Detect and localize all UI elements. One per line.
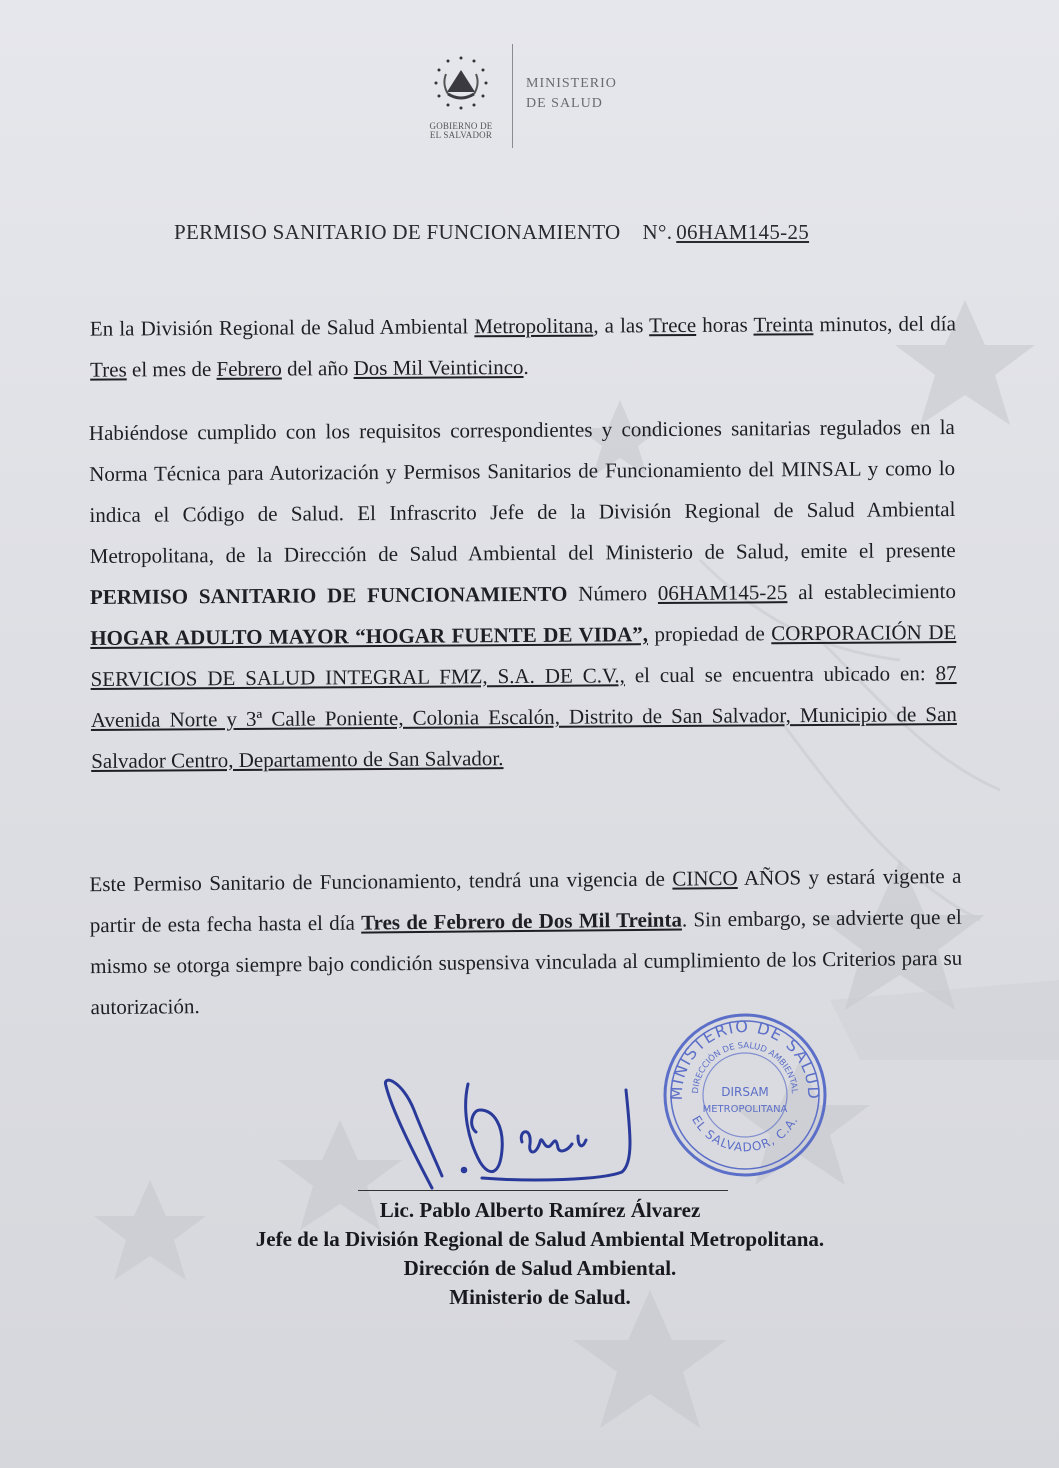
paragraph-permit-details: Habiéndose cumplido con los requisitos correspondientes y condiciones sanitarias regulados en la Norma Técnica para Autorización y Permisos Sanitarios de Funcionamiento del MINSAL y como lo indica el Código de Salud. El Infrascrito Jefe de la División Regional de Salud Ambiental Metropolitana, de la Dirección de Salud Ambiental del Ministerio de Salud, emite el presente PERMISO SANITARIO DE FUNCIONAMIENTO Número 06HAM145-25 al establecimiento HOGAR ADULTO MAYOR “HOGAR FUENTE DE VIDA”, propiedad de CORPORACIÓN DE SERVICIOS DE SALUD INTEGRAL FMZ, S.A. DE C.V., el cual se encuentra ubicado en: 87 Avenida Norte y 3ª Calle Poniente, Colonia Escalón, Distrito de San Salvador, Municipio de San Salvador Centro, Departamento de San Salvador. <box>88 414 957 774</box>
official-seal <box>660 1010 830 1180</box>
owner-name: CORPORACIÓN DE SERVICIOS DE SALUD INTEGRAL FMZ, S.A. DE C.V., <box>90 619 957 692</box>
day-value: Tres <box>90 357 127 382</box>
government-label: GOBIERNO DE EL SALVADOR <box>429 121 493 140</box>
number-label: N°. <box>642 220 673 244</box>
el-salvador-coat-of-arms-icon <box>420 52 502 122</box>
validity-years: CINCO <box>672 865 738 891</box>
establishment-address: 87 Avenida Norte y 3ª Calle Poniente, Colonia Escalón, Distrito de San Salvador, Municipio de San Salvador Centro, Departamento de San Salvador. <box>90 660 957 774</box>
paragraph-validity: Este Permiso Sanitario de Funcionamiento, tendrá una vigencia de CINCO AÑOS y estará vigente a partir de esta fecha hasta el día Tres de Febrero de Dos Mil Treinta. Sin embargo, se advierte que el mismo se otorga siempre bajo condición suspensiva vinculada al cumplimiento de los Criterios para su autorización. <box>89 863 963 1020</box>
month-value: Febrero <box>216 356 282 381</box>
svg-text:DIRECCIÓN DE SALUD AMBIENTAL: DIRECCIÓN DE SALUD AMBIENTAL <box>690 1040 800 1094</box>
svg-text:DIRSAM: DIRSAM <box>721 1085 769 1099</box>
title-text: PERMISO SANITARIO DE FUNCIONAMIENTO <box>174 220 621 244</box>
hour-value: Trece <box>649 312 697 338</box>
establishment-name: HOGAR ADULTO MAYOR “HOGAR FUENTE DE VIDA”, <box>90 622 649 651</box>
ministry-name: MINISTERIO DE SALUD <box>526 76 617 111</box>
svg-text:METROPOLITANA: METROPOLITANA <box>702 1104 788 1115</box>
signer-ministry: Ministerio de Salud. <box>449 1285 631 1309</box>
paragraph-location-date: En la División Regional de Salud Ambiental Metropolitana, a las Trece horas Treinta minutos, del día Tres el mes de Febrero del año Dos Mil Veinticinco. <box>89 311 956 382</box>
handwritten-signature <box>372 1070 662 1200</box>
permit-number: 06HAM145-25 <box>676 220 810 244</box>
expiry-date: Tres de Febrero de Dos Mil Treinta <box>361 907 683 935</box>
year-value: Dos Mil Veinticinco <box>353 354 524 381</box>
header-divider <box>512 44 513 148</box>
svg-text:MINISTERIO DE SALUD: MINISTERIO DE SALUD <box>666 1016 824 1101</box>
signer-name: Lic. Pablo Alberto Ramírez Álvarez <box>379 1198 701 1222</box>
document-title <box>174 220 809 245</box>
region-name: Metropolitana <box>474 313 594 339</box>
svg-text:EL SALVADOR, C.A.: EL SALVADOR, C.A. <box>689 1113 801 1155</box>
signer-block <box>150 1196 930 1312</box>
signer-directorate: Dirección de Salud Ambiental. <box>403 1256 677 1280</box>
permit-type: PERMISO SANITARIO DE FUNCIONAMIENTO <box>89 581 568 610</box>
signature-line <box>358 1190 728 1191</box>
ministry-header-logo <box>420 44 660 154</box>
minutes-value: Treinta <box>753 312 814 337</box>
signer-position: Jefe de la División Regional de Salud Ambiental Metropolitana. <box>255 1227 825 1251</box>
permit-number-inline: 06HAM145-25 <box>657 580 788 606</box>
